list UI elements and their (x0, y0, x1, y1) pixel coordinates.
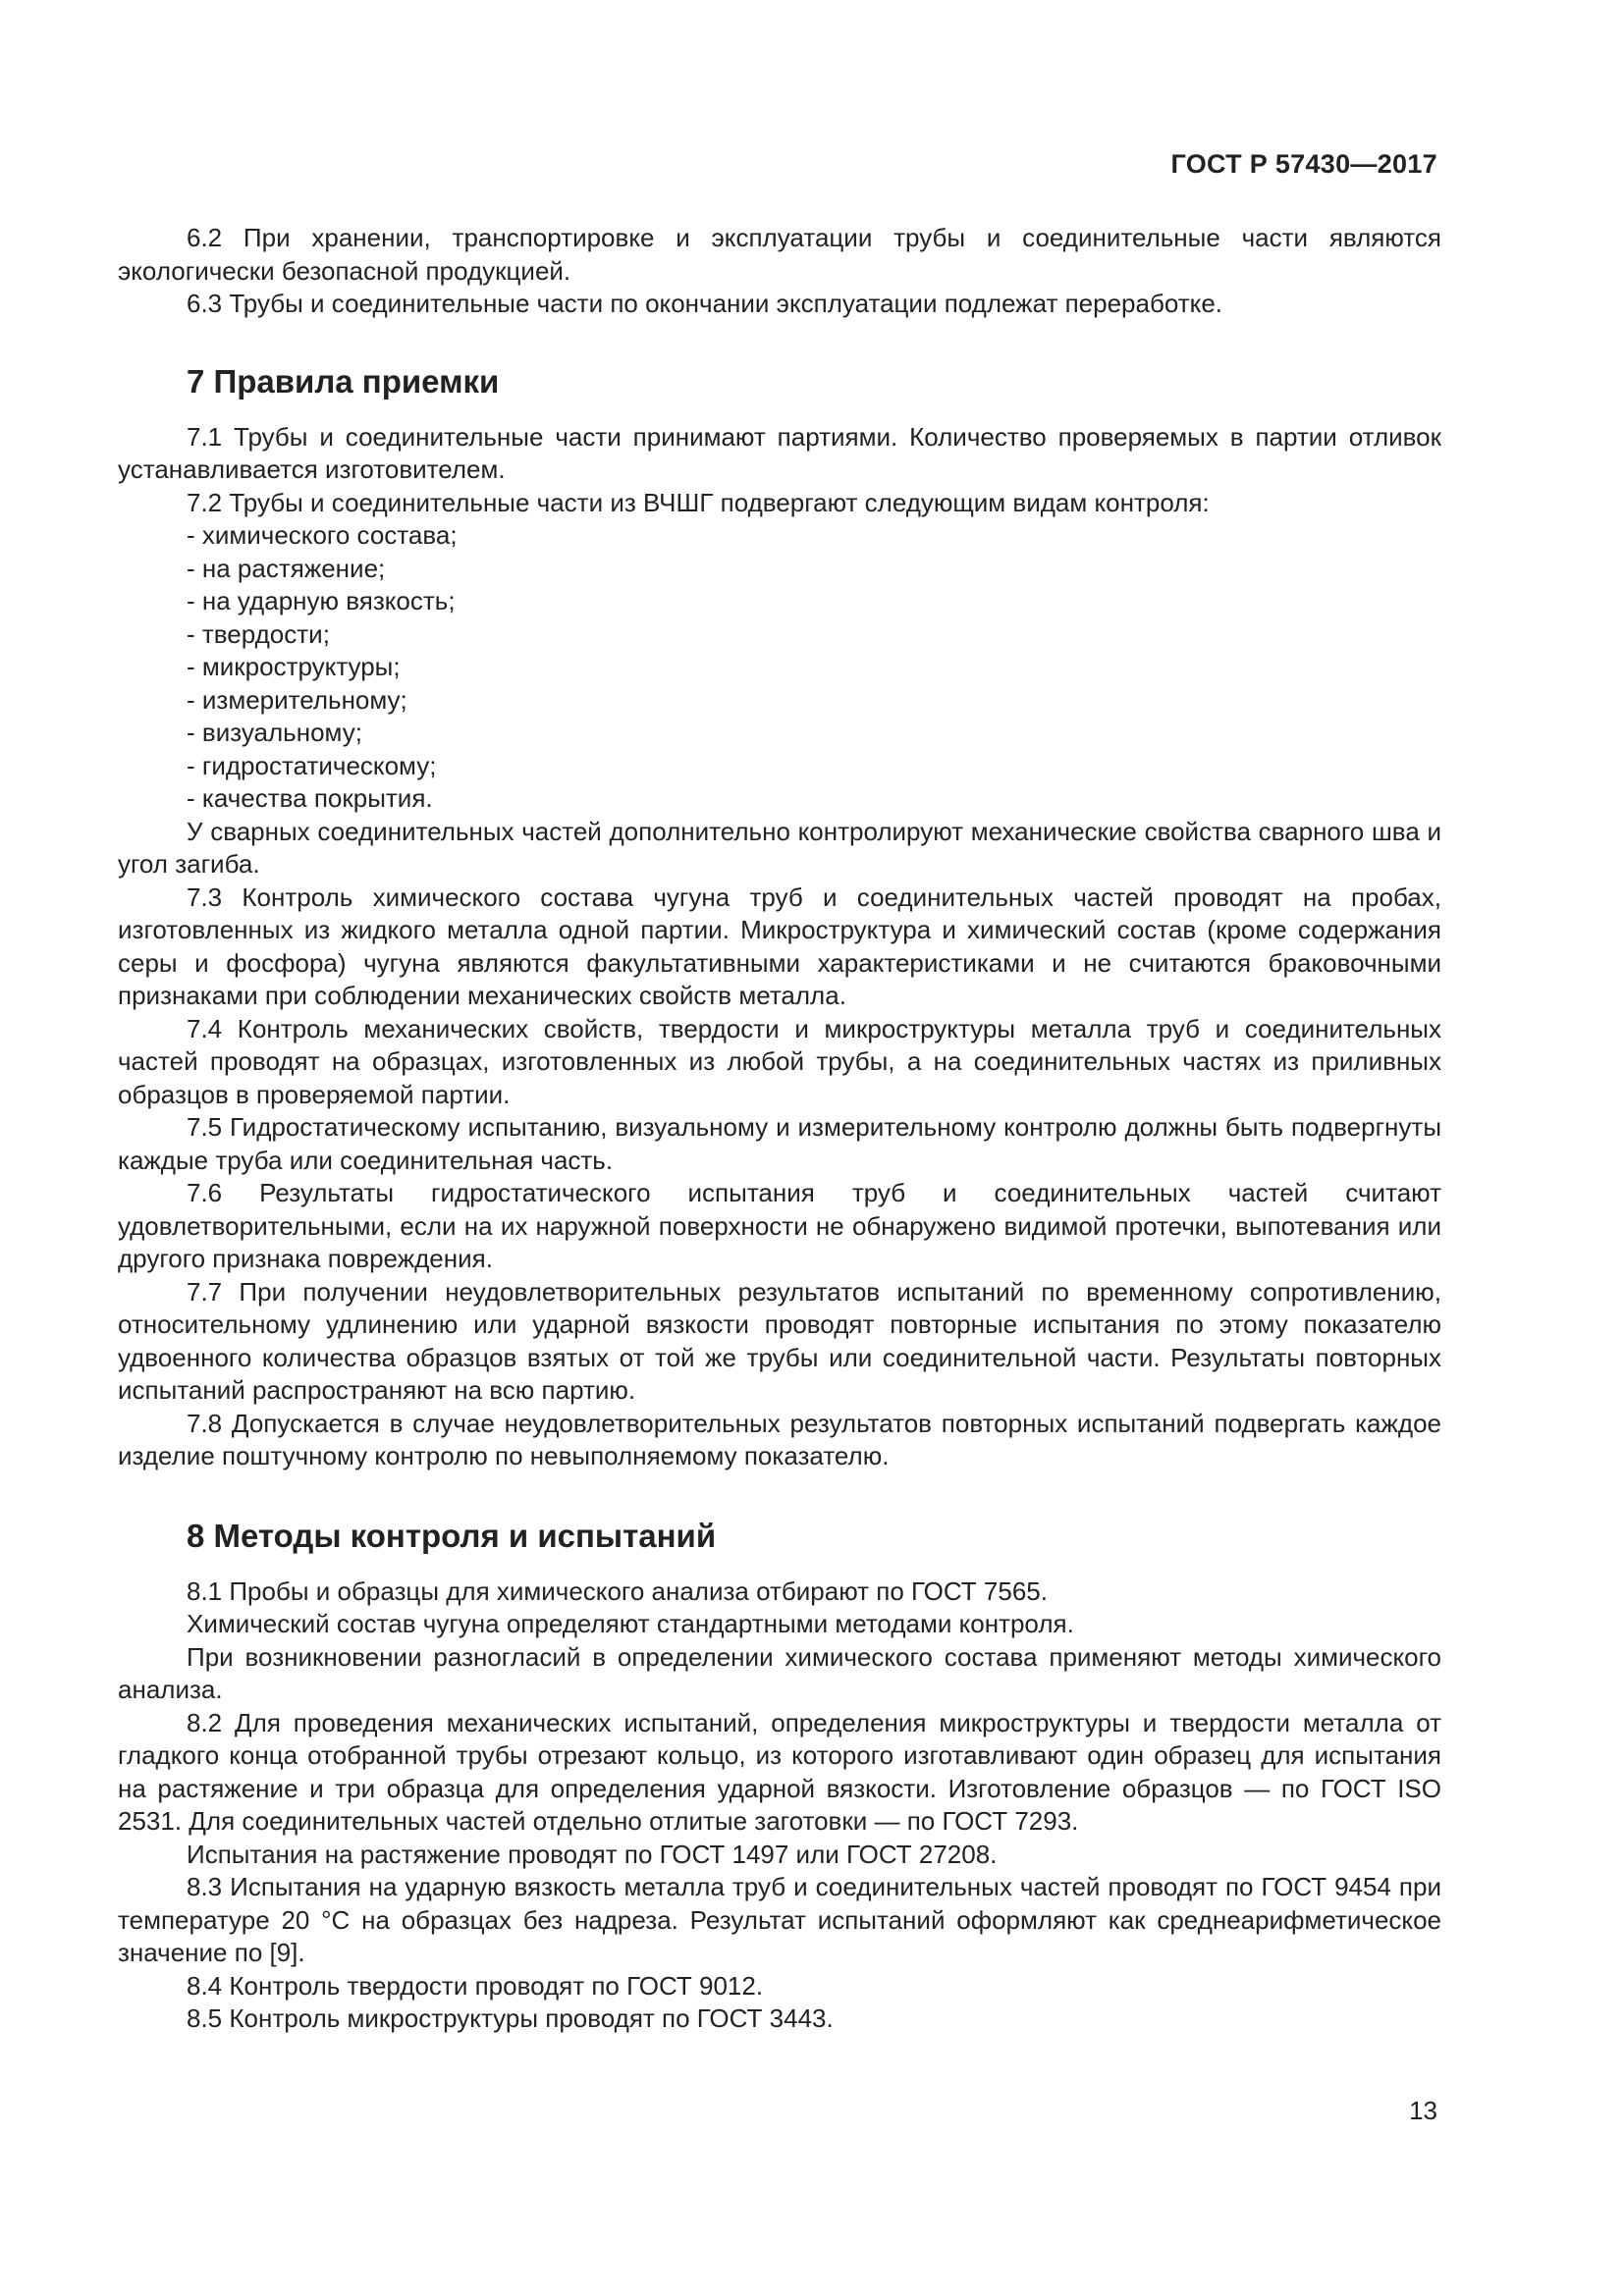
page-number: 13 (1409, 2096, 1437, 2125)
list-item: - качества покрытия. (187, 783, 433, 813)
paragraph-7-2: 7.2 Трубы и соединительные части из ВЧШГ подвергают следующим видам контроля: (187, 487, 1210, 517)
list-item: - измерительному; (187, 684, 407, 715)
list-item: - твердости; (187, 618, 330, 649)
page-body (118, 222, 1441, 2036)
paragraph-weld: У сварных соединительных частей дополнительно контролируют механические свойства сварного шва и угол загиба. (118, 816, 1441, 879)
list-item: - химического состава; (187, 520, 458, 550)
paragraph-6-3: 6.3 Трубы и соединительные части по окончании эксплуатации подлежат переработке. (187, 289, 1223, 318)
paragraph-7-3: 7.3 Контроль химического состава чугуна труб и соединительных частей проводят на пробах, изготовленных из жидкого металла одной партии. Микроструктура и химический состав (кроме содержания серы и фосфора) чугуна являются факультативными характеристиками и не считаются браковочными признаками при соблюдении механических свойств металла. (118, 881, 1441, 1010)
paragraph-7-8: 7.8 Допускается в случае неудовлетворительных результатов повторных испытаний подвергать каждое изделие поштучному контролю по невыполняемому показателю. (118, 1408, 1441, 1470)
document-header: ГОСТ Р 57430—2017 (1170, 149, 1437, 179)
list-item: - гидростатическому; (187, 750, 437, 780)
paragraph-8-1b: Химический состав чугуна определяют стандартными методами контроля. (187, 1609, 1074, 1638)
paragraph-8-2: 8.2 Для проведения механических испытаний, определения микроструктуры и твердости металла от гладкого конца отобранной трубы отрезают кольцо, из которого изготавливают один образец для испытания на растяжение и три образца для определения ударной вязкости. Изготовление образцов — по ГОСТ ISO 2531. Для соединительных частей отдельно отлитые заготовки — по ГОСТ 7293. (118, 1707, 1441, 1836)
paragraph-7-7: 7.7 При получении неудовлетворительных результатов испытаний по временному сопротивлению, относительному удлинению или ударной вязкости проводят повторные испытания по этому показателю удвоенного количества образцов взятых от той же трубы или соединительной части. Результаты повторных испытаний распространяют на всю партию. (118, 1276, 1441, 1405)
list-item: - микроструктуры; (187, 652, 401, 681)
paragraph-7-1: 7.1 Трубы и соединительные части принимают партиями. Количество проверяемых в партии отливок устанавливается изготовителем. (118, 421, 1441, 484)
paragraph-8-1: 8.1 Пробы и образцы для химического анализа отбирают по ГОСТ 7565. (187, 1575, 1048, 1606)
paragraph-8-4: 8.4 Контроль твердости проводят по ГОСТ 9012. (187, 1970, 764, 2001)
list-item: - на растяжение; (187, 553, 386, 583)
paragraph-7-6: 7.6 Результаты гидростатического испытания труб и соединительных частей считают удовлетворительными, если на их наружной поверхности не обнаружено видимой протечки, выпотевания или другого признака повреждения. (118, 1178, 1441, 1273)
paragraph-7-5: 7.5 Гидростатическому испытанию, визуальному и измерительному контролю должны быть подвергнуты каждые труба или соединительная часть. (118, 1112, 1441, 1175)
paragraph-7-4: 7.4 Контроль механических свойств, твердости и микроструктуры металла труб и соединительных частей проводят на образцах, изготовленных из любой трубы, а на соединительных частях из приливных образцов в проверяемой партии. (118, 1013, 1441, 1109)
section-7-title: 7 Правила приемки (187, 362, 500, 400)
paragraph-6-2: 6.2 При хранении, транспортировке и эксплуатации трубы и соединительные части являются экологически безопасной продукцией. (118, 223, 1441, 286)
list-item: - на ударную вязкость; (187, 586, 456, 615)
paragraph-8-3: 8.3 Испытания на ударную вязкость металла труб и соединительных частей проводят по ГОСТ 9454 при температуре 20 °С на образцах без надреза. Результат испытаний оформляют как среднеарифметическое значение по [9]. (118, 1872, 1441, 1967)
paragraph-8-2b: Испытания на растяжение проводят по ГОСТ 1497 или ГОСТ 27208. (187, 1839, 998, 1869)
list-item: - визуальному; (187, 718, 362, 747)
section-8-title: 8 Методы контроля и испытаний (187, 1517, 717, 1554)
paragraph-8-5: 8.5 Контроль микроструктуры проводят по ГОСТ 3443. (187, 2003, 834, 2033)
paragraph-8-1c: При возникновении разногласий в определении химического состава применяют методы химического анализа. (118, 1641, 1441, 1704)
